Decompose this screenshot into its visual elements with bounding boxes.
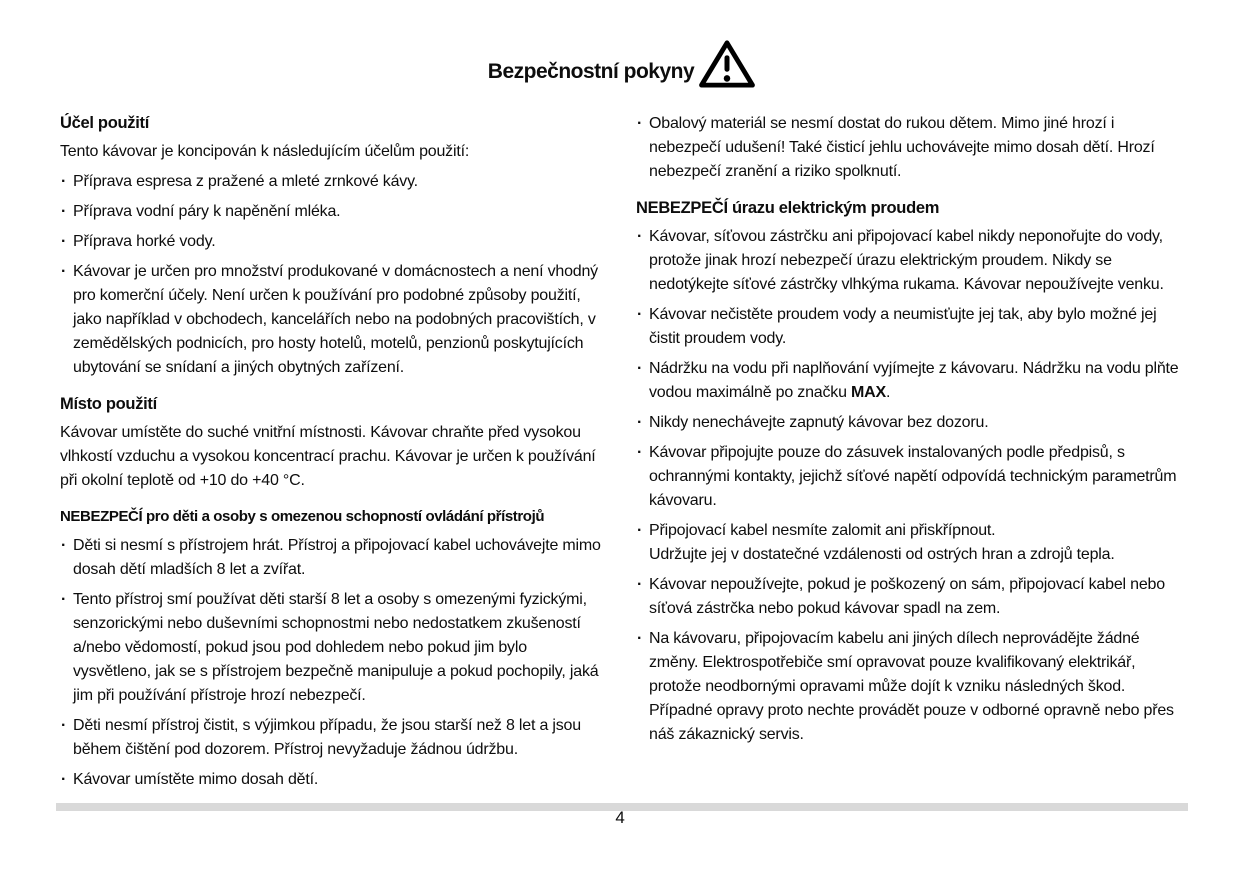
list-item: [636, 519, 1184, 567]
section-heading-ucel-pouziti: Účel použití: [60, 114, 149, 132]
section-heading-electric-danger: NEBEZPEČÍ úrazu elektrickým proudem: [636, 199, 940, 217]
bullet-dot: ·: [637, 576, 643, 593]
page-header: [60, 36, 1184, 88]
list-item-text: Kávovar je určen pro množství produkované v domácnostech a není vhodný pro komerční účely. Není určen k používání pro podobné způsoby použití, jako například v obchodech, kancelářích nebo na podobných pracovištích, v zemědělských podnicích, pro hosty hotelů, motelů, penzionů poskytujících ubytování se snídaní a jiných obytných zařízení.: [73, 263, 598, 376]
list-item: [636, 225, 1184, 297]
intro-paragraph: Tento kávovar je koncipován k následujícím účelům použití:: [60, 143, 470, 160]
max-mark-label: MAX: [851, 384, 886, 401]
bullet-dot: ·: [637, 444, 643, 461]
list-item: [636, 441, 1184, 513]
list-item: [60, 534, 608, 582]
electric-danger-bullet-list: [636, 225, 1184, 747]
location-paragraph: Kávovar umístěte do suché vnitřní místnosti. Kávovar chraňte před vysokou vlhkostí vzduchu a vysokou koncentrací prachu. Kávovar je určen k používání při okolní teplotě od +10 do +40 °C.: [60, 424, 596, 489]
purpose-bullet-list: [60, 170, 608, 380]
list-item-text: Kávovar nečistěte proudem vody a neumisťujte jej tak, aby bylo možné jej čistit proudem vody.: [649, 306, 1157, 347]
list-item-text: Nádržku na vodu při naplňování vyjímejte z kávovaru. Nádržku na vodu plňte vodou maximálně po značku: [649, 360, 1179, 401]
list-item: [636, 573, 1184, 621]
bullet-dot: ·: [637, 522, 643, 539]
page-title: Bezpečnostní pokyny: [487, 60, 695, 83]
bullet-dot: ·: [637, 360, 643, 377]
list-item-text: Kávovar, síťovou zástrčku ani připojovací kabel nikdy neponořujte do vody, protože jinak hrozí nebezpečí úrazu elektrickým proudem. Nikdy se nedotýkejte síťové zástrčky vlhkýma rukama. Kávovar nepoužívejte venku.: [649, 228, 1164, 293]
section-heading-danger-children: NEBEZPEČÍ pro děti a osoby s omezenou schopností ovládání přístrojů: [60, 508, 545, 525]
list-item: [60, 170, 608, 194]
warning-triangle-icon: [698, 37, 756, 87]
bullet-dot: ·: [61, 537, 67, 554]
bullet-dot: ·: [61, 771, 67, 788]
bullet-dot: ·: [637, 228, 643, 245]
list-item: [636, 627, 1184, 747]
list-item: [60, 200, 608, 224]
list-item: [636, 303, 1184, 351]
list-item-text: Příprava espresa z pražené a mleté zrnkové kávy.: [73, 173, 418, 190]
list-item: [60, 768, 608, 792]
list-item: [60, 230, 608, 254]
list-item-text: Příprava horké vody.: [73, 233, 216, 250]
list-item-text: Nikdy nenechávejte zapnutý kávovar bez dozoru.: [649, 414, 989, 431]
list-item-text: Na kávovaru, připojovacím kabelu ani jiných dílech neprovádějte žádné změny. Elektrospotřebiče smí opravovat pouze kvalifikovaný elektrikář, protože neodbornými opravami může dojít k vzniku následných škod. Případné opravy proto nechte provádět pouze v odborné opravně nebo přes náš zákaznický servis.: [649, 630, 1174, 743]
two-column-body: [60, 112, 1184, 798]
section-heading-misto-pouziti: Místo použití: [60, 395, 157, 413]
list-item-text: .: [886, 384, 891, 401]
list-item-text: Připojovací kabel nesmíte zalomit ani přiskřípnout.: [649, 522, 996, 539]
page-number: 4: [615, 808, 625, 827]
packaging-bullet-list: [636, 112, 1184, 184]
list-item: [60, 588, 608, 708]
list-item: [636, 112, 1184, 184]
list-item: [636, 357, 1184, 405]
list-item: [60, 714, 608, 762]
bullet-dot: ·: [61, 263, 67, 280]
bullet-dot: ·: [61, 233, 67, 250]
bullet-dot: ·: [637, 306, 643, 323]
list-item-text: Kávovar umístěte mimo dosah dětí.: [73, 771, 319, 788]
list-item: [636, 411, 1184, 435]
list-item-text: Obalový materiál se nesmí dostat do rukou dětem. Mimo jiné hrozí i nebezpečí udušení! Také čisticí jehlu uchovávejte mimo dosah dětí. Hrozí nebezpečí zranění a riziko spolknutí.: [649, 115, 1155, 180]
right-column: [636, 112, 1184, 798]
list-item-text: Tento přístroj smí používat děti starší 8 let a osoby s omezenými fyzickými, senzorickými nebo duševními schopnostmi nebo nedostatkem zkušeností a/nebo vědomostí, pokud jsou pod dohledem nebo pokud jim bylo vysvětleno, jak se s přístrojem bezpečně manipuluje a pokud pochopily, jaká jim při používání přístroje hrozí nebezpečí.: [73, 591, 599, 704]
list-item-text: Příprava vodní páry k napěnění mléka.: [73, 203, 341, 220]
bullet-dot: ·: [637, 630, 643, 647]
children-danger-bullet-list: [60, 534, 608, 792]
bullet-dot: ·: [61, 173, 67, 190]
list-item-text: Kávovar nepoužívejte, pokud je poškozený on sám, připojovací kabel nebo síťová zástrčka nebo pokud kávovar spadl na zem.: [649, 576, 1165, 617]
bullet-dot: ·: [637, 414, 643, 431]
list-item-text: Kávovar připojujte pouze do zásuvek instalovaných podle předpisů, s ochrannými kontakty, jejichž síťové napětí odpovídá technickým parametrům kávovaru.: [649, 444, 1177, 509]
bullet-dot: ·: [61, 591, 67, 608]
bullet-dot: ·: [61, 203, 67, 220]
bullet-dot: ·: [637, 115, 643, 132]
list-item-text: Děti si nesmí s přístrojem hrát. Přístroj a připojovací kabel uchovávejte mimo dosah dětí mladších 8 let a zvířat.: [73, 537, 601, 578]
list-item-text: Udržujte jej v dostatečné vzdálenosti od ostrých hran a zdrojů tepla.: [649, 546, 1115, 563]
left-column: [60, 112, 608, 798]
list-item-text: Děti nesmí přístroj čistit, s výjimkou případu, že jsou starší než 8 let a jsou během čištění pod dozorem. Přístroj nevyžaduje žádnou údržbu.: [73, 717, 581, 758]
list-item: [60, 260, 608, 380]
bullet-dot: ·: [61, 717, 67, 734]
